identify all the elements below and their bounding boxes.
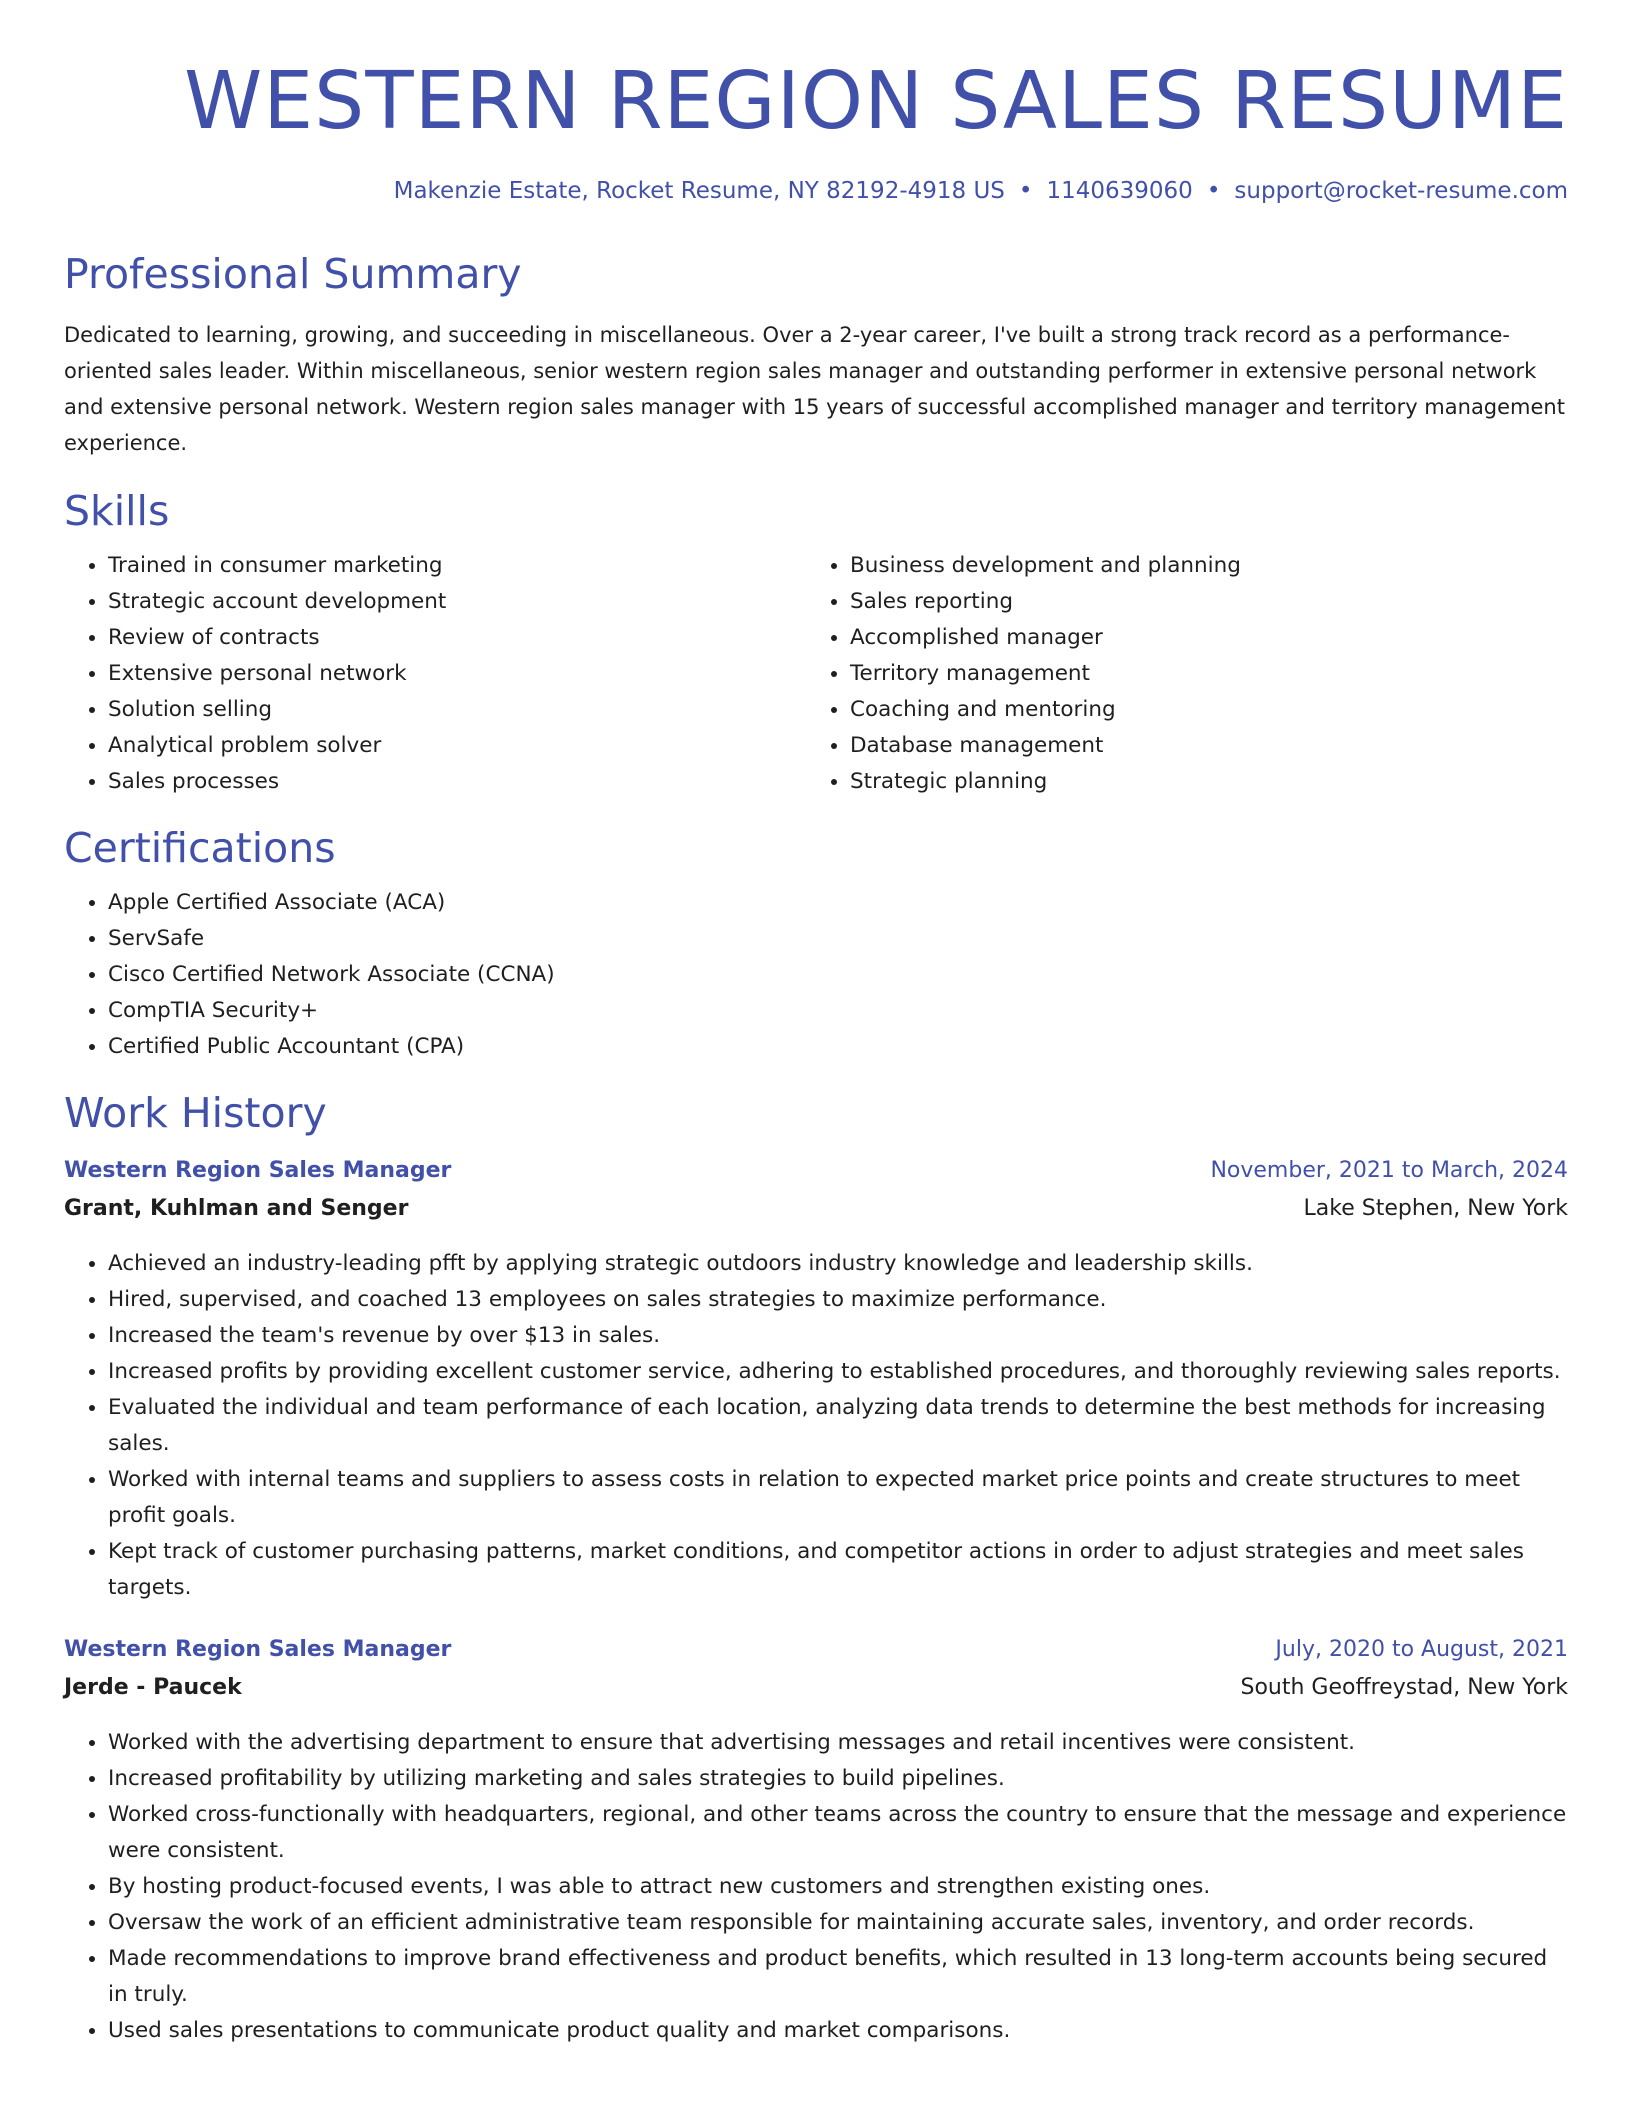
certification-item: • Certified Public Accountant (CPA): [108, 1029, 1568, 1065]
skill-item: • Strategic planning: [850, 764, 1548, 800]
job-entry: [64, 1637, 1568, 2049]
contact-phone: 1140639060: [1046, 178, 1193, 204]
job-bullet: • By hosting product-focused events, I was able to attract new customers and strengthen existing ones.: [108, 1869, 1568, 1905]
summary-text: Dedicated to learning, growing, and succeeding in miscellaneous. Over a 2-year career, I've built a strong track record as a performance-oriented sales leader. Within miscellaneous, senior western region sales manager and outstanding performer in extensive personal network and extensive personal network. Western region sales manager with 15 years of successful accomplished manager and territory management experience.: [64, 322, 1565, 455]
job-entry: [64, 1158, 1568, 1606]
job-bullet: • Worked with the advertising department to ensure that advertising messages and retail incentives were consistent.: [108, 1725, 1568, 1761]
job-title: Western Region Sales Manager: [64, 1158, 452, 1184]
skill-item: • Strategic account development: [108, 584, 806, 620]
certifications-heading: Certifications: [64, 823, 336, 872]
job-bullet: • Hired, supervised, and coached 13 employees on sales strategies to maximize performance.: [108, 1282, 1568, 1318]
job-title: Western Region Sales Manager: [64, 1637, 452, 1663]
job-header-row: [64, 1158, 1568, 1196]
skills-heading: Skills: [64, 486, 170, 535]
job-company: Grant, Kuhlman and Senger: [64, 1196, 409, 1222]
job-bullet: • Made recommendations to improve brand effectiveness and product benefits, which resulted in 13 long-term accounts being secured in truly.: [108, 1941, 1568, 2013]
skills-column-left: [64, 548, 806, 800]
certification-item: • CompTIA Security+: [108, 993, 1568, 1029]
contact-separator: •: [1018, 178, 1033, 204]
job-bullet: • Worked with internal teams and suppliers to assess costs in relation to expected market price points and create structures to meet profit goals.: [108, 1462, 1568, 1534]
skill-item: • Coaching and mentoring: [850, 692, 1548, 728]
job-location: South Geoffreystad, New York: [1240, 1675, 1568, 1701]
skill-item: • Solution selling: [108, 692, 806, 728]
job-bullet: • Achieved an industry-leading pfft by applying strategic outdoors industry knowledge and leadership skills.: [108, 1246, 1568, 1282]
skill-item: • Territory management: [850, 656, 1548, 692]
job-company: Jerde - Paucek: [64, 1675, 242, 1701]
job-bullet: • Increased the team's revenue by over $13 in sales.: [108, 1318, 1568, 1354]
job-bullet: • Used sales presentations to communicate product quality and market comparisons.: [108, 2013, 1568, 2049]
job-bullet: • Oversaw the work of an efficient administrative team responsible for maintaining accurate sales, inventory, and order records.: [108, 1905, 1568, 1941]
contact-separator: •: [1206, 178, 1221, 204]
job-bullet: • Increased profitability by utilizing marketing and sales strategies to build pipelines.: [108, 1761, 1568, 1797]
job-bullets: [64, 1246, 1568, 1606]
job-location: Lake Stephen, New York: [1303, 1196, 1568, 1222]
job-bullet: • Evaluated the individual and team performance of each location, analyzing data trends to determine the best methods for increasing sales.: [108, 1390, 1568, 1462]
job-bullet: • Increased profits by providing excellent customer service, adhering to established procedures, and thoroughly reviewing sales reports.: [108, 1354, 1568, 1390]
certifications-list: [64, 885, 1568, 1065]
skill-item: • Database management: [850, 728, 1548, 764]
resume-title: WESTERN REGION SALES RESUME: [184, 55, 1568, 147]
skill-item: • Business development and planning: [850, 548, 1548, 584]
job-dates: November, 2021 to March, 2024: [1210, 1158, 1568, 1184]
contact-email[interactable]: support@rocket-resume.com: [1234, 178, 1568, 204]
work-history-heading: Work History: [64, 1089, 327, 1138]
job-bullet: • Kept track of customer purchasing patterns, market conditions, and competitor actions in order to adjust strategies and meet sales targets.: [108, 1534, 1568, 1606]
skill-item: • Trained in consumer marketing: [108, 548, 806, 584]
contact-line: [64, 178, 1568, 206]
job-header-row: [64, 1637, 1568, 1675]
resume-page: [64, 0, 1568, 2049]
certification-item: • Cisco Certified Network Associate (CCNA): [108, 957, 1568, 993]
certification-item: • ServSafe: [108, 921, 1568, 957]
job-company-row: [64, 1675, 1568, 1715]
job-company-row: [64, 1196, 1568, 1236]
skill-item: • Sales processes: [108, 764, 806, 800]
skill-item: • Extensive personal network: [108, 656, 806, 692]
contact-address: Makenzie Estate, Rocket Resume, NY 82192-4918 US: [393, 178, 1005, 204]
skills-list-right: [806, 548, 1548, 800]
skill-item: • Analytical problem solver: [108, 728, 806, 764]
job-bullets: [64, 1725, 1568, 2049]
summary-heading: Professional Summary: [64, 249, 522, 298]
job-dates: July, 2020 to August, 2021: [1275, 1637, 1568, 1663]
skills-columns: [64, 548, 1568, 800]
certification-item: • Apple Certified Associate (ACA): [108, 885, 1568, 921]
job-bullet: • Worked cross-functionally with headquarters, regional, and other teams across the country to ensure that the message and experience were consistent.: [108, 1797, 1568, 1869]
skill-item: • Review of contracts: [108, 620, 806, 656]
skill-item: • Accomplished manager: [850, 620, 1548, 656]
skills-column-right: [806, 548, 1548, 800]
skills-list-left: [64, 548, 806, 800]
skill-item: • Sales reporting: [850, 584, 1548, 620]
